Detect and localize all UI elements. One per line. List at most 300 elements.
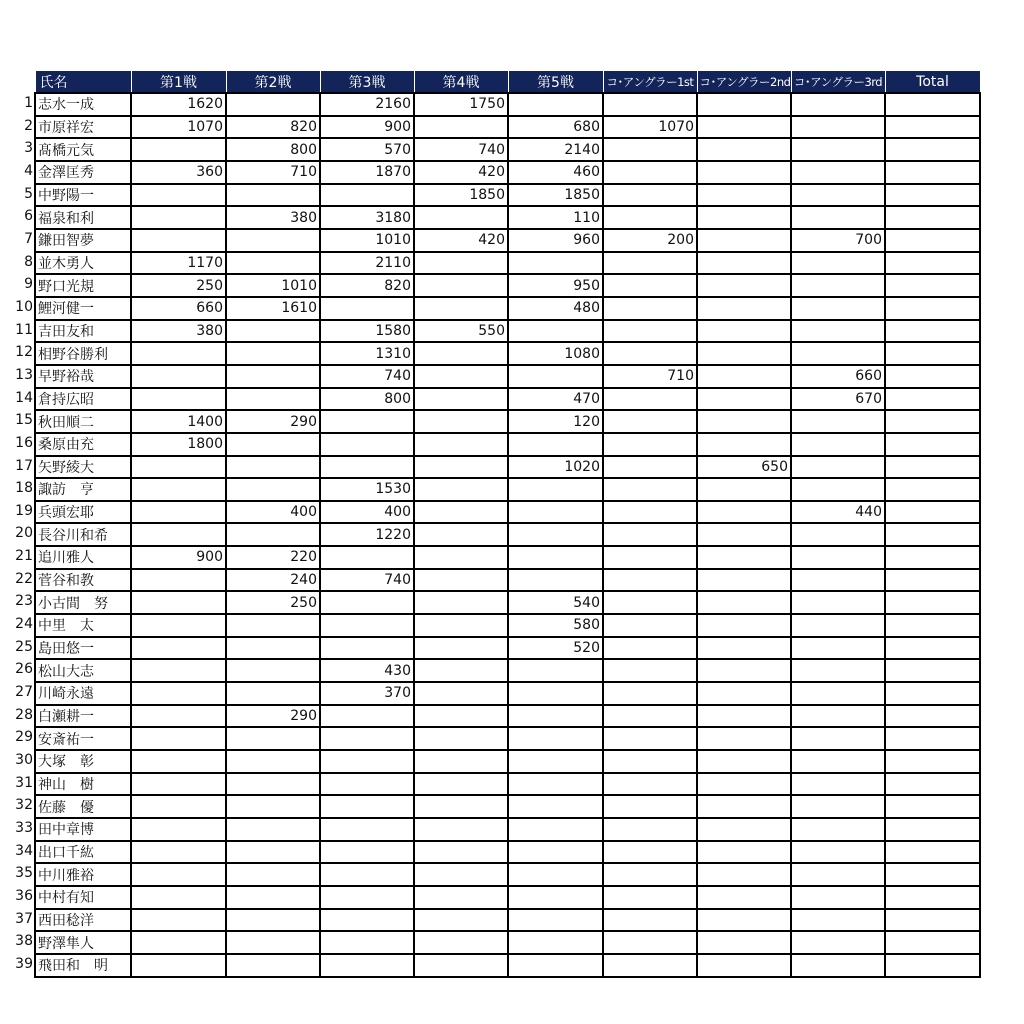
rank-number: 31 xyxy=(15,774,33,791)
score-cell xyxy=(320,614,414,637)
player-name: 吉田友和 xyxy=(38,323,94,340)
player-name: 中里 太 xyxy=(38,618,94,635)
score-cell xyxy=(320,909,414,932)
score-cell xyxy=(603,591,697,614)
score-cell xyxy=(603,569,697,592)
player-name-cell xyxy=(24,229,131,252)
score-cell: 2160 xyxy=(320,93,414,116)
score-cell xyxy=(791,297,885,320)
score-cell xyxy=(226,659,320,682)
score-cell xyxy=(508,773,603,796)
score-cell xyxy=(603,863,697,886)
score-cell xyxy=(320,773,414,796)
score-cell xyxy=(603,546,697,569)
score-cell xyxy=(131,523,226,546)
rank-number: 23 xyxy=(15,593,33,610)
score-cell xyxy=(885,274,980,297)
score-cell xyxy=(320,456,414,479)
score-cell xyxy=(414,342,508,365)
score-cell xyxy=(603,841,697,864)
table-row xyxy=(35,342,980,365)
score-cell xyxy=(603,931,697,954)
score-cell xyxy=(791,863,885,886)
score-cell xyxy=(791,569,885,592)
score-cell: 670 xyxy=(791,388,885,411)
score-cell xyxy=(885,433,980,456)
score-cell xyxy=(414,863,508,886)
score-cell: 250 xyxy=(131,274,226,297)
player-name: 野澤隼人 xyxy=(38,935,94,952)
table-row xyxy=(35,93,980,116)
score-cell xyxy=(226,795,320,818)
score-cell xyxy=(414,841,508,864)
score-cell xyxy=(697,909,791,932)
score-cell xyxy=(131,841,226,864)
player-name-cell xyxy=(24,93,131,116)
player-name-cell xyxy=(15,863,131,886)
score-cell xyxy=(320,433,414,456)
rank-number: 33 xyxy=(15,820,33,836)
score-cell xyxy=(508,795,603,818)
score-cell xyxy=(791,954,885,977)
score-cell xyxy=(131,365,226,388)
score-cell xyxy=(226,773,320,796)
player-name: 安斎祐一 xyxy=(38,731,94,748)
score-cell xyxy=(885,161,980,184)
score-cell xyxy=(131,705,226,728)
table-row xyxy=(35,931,980,954)
score-cell xyxy=(508,501,603,524)
score-cell xyxy=(226,478,320,501)
player-name: 兵頭宏耶 xyxy=(38,505,94,522)
score-cell: 200 xyxy=(603,229,697,252)
score-cell xyxy=(697,365,791,388)
score-cell xyxy=(508,659,603,682)
score-cell xyxy=(603,705,697,728)
score-cell xyxy=(791,320,885,343)
score-cell xyxy=(226,841,320,864)
player-name: 髙橋元気 xyxy=(38,142,94,159)
score-cell xyxy=(414,909,508,932)
score-cell xyxy=(414,252,508,275)
score-cell: 460 xyxy=(508,161,603,184)
score-cell xyxy=(603,659,697,682)
score-cell xyxy=(885,456,980,479)
score-cell: 550 xyxy=(414,320,508,343)
player-name-cell xyxy=(15,659,131,682)
score-cell xyxy=(508,546,603,569)
score-cell xyxy=(791,886,885,909)
score-cell xyxy=(226,523,320,546)
score-cell: 1310 xyxy=(320,342,414,365)
score-cell xyxy=(508,863,603,886)
score-cell xyxy=(131,886,226,909)
score-cell xyxy=(697,614,791,637)
table-row xyxy=(35,206,980,229)
score-cell xyxy=(603,252,697,275)
score-cell xyxy=(131,909,226,932)
score-cell xyxy=(414,274,508,297)
score-cell xyxy=(791,795,885,818)
score-cell: 740 xyxy=(320,365,414,388)
score-cell: 290 xyxy=(226,705,320,728)
score-cell: 1870 xyxy=(320,161,414,184)
rank-number: 18 xyxy=(15,480,33,497)
score-cell xyxy=(226,320,320,343)
score-cell xyxy=(131,773,226,796)
score-cell xyxy=(508,569,603,592)
rank-number: 34 xyxy=(15,842,33,859)
player-name: 白瀬耕一 xyxy=(38,709,94,726)
player-name: 市原祥宏 xyxy=(38,119,94,136)
score-cell xyxy=(603,773,697,796)
player-name: 中川雅裕 xyxy=(38,867,94,884)
score-cell xyxy=(603,501,697,524)
player-name: 川崎永遠 xyxy=(38,686,94,703)
score-cell xyxy=(131,456,226,479)
score-cell: 700 xyxy=(791,229,885,252)
player-name: 中野陽一 xyxy=(38,187,94,204)
score-cell: 740 xyxy=(414,138,508,161)
score-cell: 420 xyxy=(414,161,508,184)
player-name: 長谷川和希 xyxy=(38,527,108,544)
score-cell xyxy=(697,773,791,796)
score-cell xyxy=(885,252,980,275)
column-header-round-2: 第2戦 xyxy=(226,71,320,94)
player-name-cell xyxy=(15,750,131,773)
score-cell xyxy=(697,410,791,433)
rank-number: 16 xyxy=(15,434,33,451)
rank-number: 9 xyxy=(24,276,33,293)
standings-table xyxy=(15,70,981,978)
table-row xyxy=(35,161,980,184)
player-name: 出口千紘 xyxy=(38,844,94,861)
table-row xyxy=(35,886,980,909)
player-name: 菅谷和教 xyxy=(38,573,94,590)
table-row xyxy=(35,433,980,456)
score-cell xyxy=(320,886,414,909)
score-cell xyxy=(131,818,226,841)
score-cell xyxy=(226,433,320,456)
player-name: 並木勇人 xyxy=(38,255,94,272)
table-row xyxy=(35,727,980,750)
score-cell xyxy=(697,750,791,773)
rank-number: 11 xyxy=(15,321,33,338)
player-name: 矢野綾大 xyxy=(38,459,94,476)
score-cell: 1010 xyxy=(320,229,414,252)
player-name-cell xyxy=(15,614,131,637)
table-row xyxy=(35,320,980,343)
table-row xyxy=(35,795,980,818)
score-cell xyxy=(885,705,980,728)
score-cell: 820 xyxy=(226,116,320,139)
score-cell xyxy=(603,682,697,705)
score-cell xyxy=(226,750,320,773)
score-cell xyxy=(508,727,603,750)
rank-number: 27 xyxy=(15,684,33,701)
score-cell xyxy=(131,388,226,411)
score-cell xyxy=(791,546,885,569)
column-header-round-5: 第5戦 xyxy=(508,71,603,94)
table-row xyxy=(35,750,980,773)
score-cell xyxy=(414,954,508,977)
score-cell xyxy=(697,954,791,977)
score-cell xyxy=(885,750,980,773)
score-cell xyxy=(697,184,791,207)
rank-number: 20 xyxy=(15,525,33,542)
score-cell: 1800 xyxy=(131,433,226,456)
rank-number: 6 xyxy=(24,208,33,225)
score-cell xyxy=(603,954,697,977)
player-name-cell xyxy=(15,682,131,705)
score-cell xyxy=(697,886,791,909)
score-cell xyxy=(603,478,697,501)
table-row xyxy=(35,456,980,479)
score-cell: 680 xyxy=(508,116,603,139)
score-cell xyxy=(885,410,980,433)
score-cell: 950 xyxy=(508,274,603,297)
score-cell xyxy=(320,184,414,207)
score-cell xyxy=(603,388,697,411)
player-name-cell xyxy=(24,252,131,275)
score-cell xyxy=(414,410,508,433)
score-cell xyxy=(885,184,980,207)
table-row xyxy=(35,229,980,252)
score-cell xyxy=(414,501,508,524)
score-cell xyxy=(414,886,508,909)
score-cell xyxy=(697,591,791,614)
score-cell xyxy=(508,365,603,388)
player-name: 倉持広昭 xyxy=(38,391,94,408)
score-cell xyxy=(697,523,791,546)
player-name-cell xyxy=(15,546,131,569)
score-cell xyxy=(697,931,791,954)
player-name: 大塚 彰 xyxy=(38,754,94,771)
score-cell: 960 xyxy=(508,229,603,252)
player-name: 諏訪 亨 xyxy=(38,482,94,499)
score-cell: 1080 xyxy=(508,342,603,365)
score-cell xyxy=(414,206,508,229)
score-cell: 250 xyxy=(226,591,320,614)
score-cell: 440 xyxy=(791,501,885,524)
score-cell xyxy=(131,863,226,886)
score-cell xyxy=(697,93,791,116)
table-body xyxy=(15,93,980,977)
score-cell: 660 xyxy=(131,297,226,320)
score-cell xyxy=(414,478,508,501)
score-cell xyxy=(603,456,697,479)
score-cell xyxy=(320,410,414,433)
score-cell: 650 xyxy=(697,456,791,479)
score-cell xyxy=(885,501,980,524)
score-cell xyxy=(131,569,226,592)
score-cell xyxy=(697,478,791,501)
score-cell xyxy=(508,954,603,977)
score-cell xyxy=(791,931,885,954)
score-cell xyxy=(131,206,226,229)
score-cell xyxy=(414,297,508,320)
score-cell: 1750 xyxy=(414,93,508,116)
score-cell xyxy=(697,795,791,818)
player-name-cell xyxy=(24,274,131,297)
score-cell xyxy=(226,886,320,909)
score-cell xyxy=(791,274,885,297)
score-cell xyxy=(414,705,508,728)
score-cell xyxy=(885,320,980,343)
score-cell xyxy=(791,637,885,660)
score-cell xyxy=(697,433,791,456)
score-cell xyxy=(508,931,603,954)
score-cell xyxy=(226,229,320,252)
score-cell xyxy=(414,569,508,592)
score-cell xyxy=(320,591,414,614)
score-cell xyxy=(697,116,791,139)
score-cell xyxy=(226,388,320,411)
score-cell xyxy=(226,342,320,365)
score-cell xyxy=(320,954,414,977)
score-cell xyxy=(885,523,980,546)
score-cell xyxy=(414,931,508,954)
rank-number: 22 xyxy=(15,570,33,587)
score-cell xyxy=(508,818,603,841)
player-name: 早野裕哉 xyxy=(38,369,94,386)
player-name-cell xyxy=(15,433,131,456)
score-cell xyxy=(508,93,603,116)
score-cell: 2140 xyxy=(508,138,603,161)
score-cell xyxy=(791,138,885,161)
score-cell xyxy=(320,750,414,773)
table-row xyxy=(35,682,980,705)
score-cell xyxy=(226,931,320,954)
rank-number: 15 xyxy=(15,412,33,429)
table-row xyxy=(35,841,980,864)
player-name: 島田悠一 xyxy=(38,641,94,658)
score-cell xyxy=(791,342,885,365)
column-header-total: Total xyxy=(885,71,980,94)
score-cell xyxy=(131,682,226,705)
player-name-cell xyxy=(15,931,131,954)
player-name: 小古間 努 xyxy=(38,595,108,612)
player-name-cell xyxy=(15,841,131,864)
rank-number: 24 xyxy=(15,616,33,633)
score-cell xyxy=(414,433,508,456)
score-cell xyxy=(320,705,414,728)
score-cell xyxy=(320,818,414,841)
score-cell: 820 xyxy=(320,274,414,297)
score-cell xyxy=(697,501,791,524)
score-cell xyxy=(791,773,885,796)
rank-number: 12 xyxy=(15,344,33,361)
score-cell xyxy=(603,206,697,229)
rank-number: 2 xyxy=(24,117,33,134)
player-name: 田中章博 xyxy=(38,822,94,839)
rank-number: 35 xyxy=(15,865,33,882)
score-cell xyxy=(791,750,885,773)
table-row xyxy=(35,909,980,932)
score-cell xyxy=(885,682,980,705)
score-cell xyxy=(791,614,885,637)
score-cell xyxy=(131,795,226,818)
player-name: 鎌田智夢 xyxy=(38,233,94,250)
table-row xyxy=(35,614,980,637)
score-cell xyxy=(885,954,980,977)
score-cell xyxy=(603,342,697,365)
score-cell: 360 xyxy=(131,161,226,184)
score-cell xyxy=(414,614,508,637)
score-cell xyxy=(885,546,980,569)
score-cell xyxy=(131,229,226,252)
table-row xyxy=(35,184,980,207)
rank-number: 32 xyxy=(15,797,33,814)
column-header-round-4: 第4戦 xyxy=(414,71,508,94)
score-cell xyxy=(603,320,697,343)
score-cell: 1610 xyxy=(226,297,320,320)
player-name: 西田稔洋 xyxy=(38,912,94,929)
score-cell xyxy=(885,206,980,229)
score-cell xyxy=(697,841,791,864)
score-cell xyxy=(697,569,791,592)
player-name-cell xyxy=(24,206,131,229)
score-cell xyxy=(885,637,980,660)
score-cell xyxy=(791,252,885,275)
rank-number: 38 xyxy=(15,933,33,950)
score-cell xyxy=(414,388,508,411)
score-cell xyxy=(885,297,980,320)
score-cell xyxy=(885,773,980,796)
player-name-cell xyxy=(15,569,131,592)
score-cell xyxy=(414,591,508,614)
score-cell xyxy=(226,637,320,660)
column-header-name: 氏名 xyxy=(35,71,131,94)
score-cell xyxy=(885,229,980,252)
player-name: 松山大志 xyxy=(38,663,94,680)
score-cell xyxy=(414,523,508,546)
score-cell xyxy=(131,478,226,501)
score-cell xyxy=(320,795,414,818)
score-cell xyxy=(885,388,980,411)
score-cell xyxy=(226,93,320,116)
score-cell xyxy=(508,909,603,932)
score-cell xyxy=(508,523,603,546)
table-row xyxy=(35,637,980,660)
score-cell xyxy=(226,252,320,275)
score-cell xyxy=(885,886,980,909)
score-cell xyxy=(603,274,697,297)
score-cell xyxy=(791,909,885,932)
score-cell xyxy=(697,138,791,161)
rank-number: 21 xyxy=(15,548,33,565)
score-cell: 740 xyxy=(320,569,414,592)
score-cell: 110 xyxy=(508,206,603,229)
score-cell xyxy=(320,931,414,954)
score-cell xyxy=(414,795,508,818)
score-cell: 710 xyxy=(226,161,320,184)
score-cell: 570 xyxy=(320,138,414,161)
score-cell: 120 xyxy=(508,410,603,433)
score-cell xyxy=(131,614,226,637)
score-cell xyxy=(885,93,980,116)
table-row xyxy=(35,274,980,297)
score-cell: 710 xyxy=(603,365,697,388)
score-cell xyxy=(508,478,603,501)
score-cell: 1530 xyxy=(320,478,414,501)
score-cell xyxy=(603,795,697,818)
player-name: 福泉和利 xyxy=(38,210,94,227)
score-cell xyxy=(791,682,885,705)
rank-number: 37 xyxy=(15,910,33,927)
rank-number: 36 xyxy=(15,887,33,904)
score-cell xyxy=(791,523,885,546)
